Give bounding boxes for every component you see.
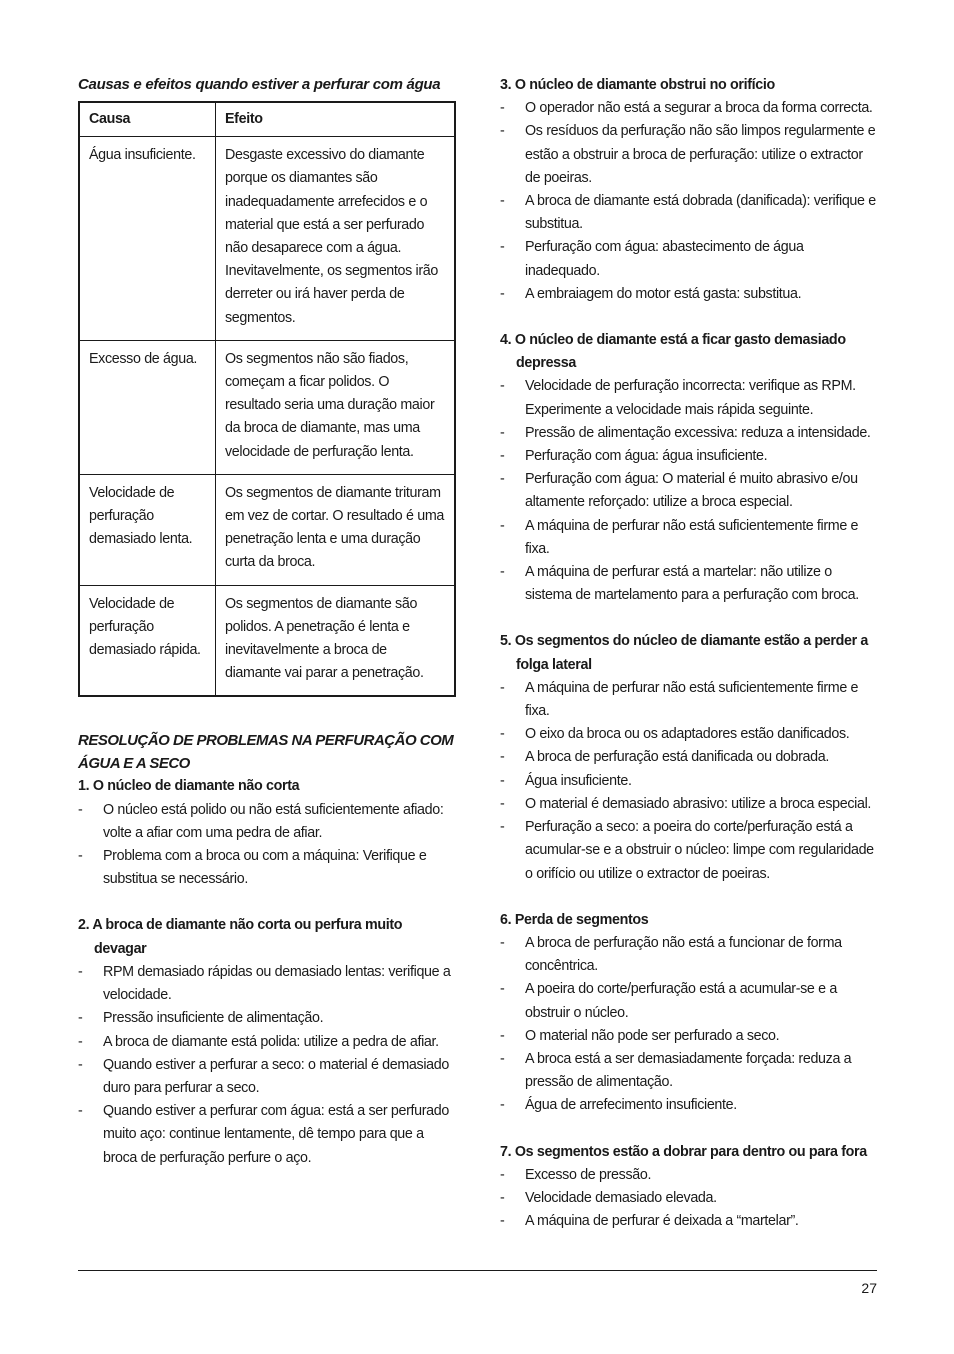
item-text: O núcleo está polido ou não está suficientemente afiado: volte a afiar com uma pedra de afiar. <box>103 801 444 841</box>
item-text: A máquina de perfurar não está suficientemente firme e fixa. <box>525 517 859 557</box>
troubleshooting-title: RESOLUÇÃO DE PROBLEMAS NA PERFURAÇÃO COM ÁGUA E A SECO <box>78 732 454 773</box>
list-item: - Problema com a broca ou com a máquina: Verifique e substitua se necessário. <box>78 848 427 888</box>
list-item: - Velocidade de perfuração incorrecta: verifique as RPM. Experimente a velocidade mais rápida seguinte. <box>500 378 856 418</box>
right-column <box>500 74 880 1233</box>
item-text: Os resíduos da perfuração não são limpos regularmente e estão a obstruir a broca de perfuração: utilize o extractor de poeiras. <box>525 123 876 186</box>
item-list <box>500 932 880 1118</box>
list-item: - Água insuficiente. <box>500 772 632 789</box>
item-text: Água de arrefecimento insuficiente. <box>525 1097 737 1114</box>
item-text: Perfuração com água: água insuficiente. <box>525 448 768 465</box>
list-item: - A embraiagem do motor está gasta: substitua. <box>500 285 802 302</box>
table-row <box>79 137 455 341</box>
cause-cell: Velocidade de perfuração demasiado rápida. <box>79 585 216 696</box>
troubleshooting-section <box>78 914 456 1169</box>
item-text: A máquina de perfurar é deixada a “martelar”. <box>525 1213 799 1230</box>
list-item: - Perfuração com água: O material é muito abrasivo e/ou altamente reforçado: utilize a broca especial. <box>500 471 858 511</box>
item-text: A máquina de perfurar está a martelar: não utilize o sistema de martelamento para a perfuração com broca. <box>525 564 859 604</box>
list-item: - Velocidade demasiado elevada. <box>500 1189 717 1206</box>
list-item: - Pressão de alimentação excessiva: reduza a intensidade. <box>500 424 871 441</box>
list-item: - Perfuração com água: abastecimento de água inadequado. <box>500 239 804 279</box>
column-header-effect: Efeito <box>216 102 456 137</box>
page-number: 27 <box>861 1280 877 1296</box>
list-item: - A máquina de perfurar não está suficientemente firme e fixa. <box>500 679 859 720</box>
list-item: - A broca está a ser demasiadamente forçada: reduza a pressão de alimentação. <box>500 1050 852 1091</box>
effect-cell: Os segmentos de diamante trituram em vez de cortar. O resultado é uma penetração lenta e uma duração curta da broca. <box>216 474 456 585</box>
section-heading: 6. Perda de segmentos <box>500 911 649 928</box>
item-text: O operador não está a segurar a broca da forma correcta. <box>525 100 873 117</box>
item-text: Quando estiver a perfurar com água: está a ser perfurado muito aço: continue lentamente, dê tempo para que a broca de perfuração perfure o aço. <box>103 1103 449 1166</box>
item-text: Pressão insuficiente de alimentação. <box>103 1010 324 1027</box>
section-heading: 5. Os segmentos do núcleo de diamante estão a perder a folga lateral <box>500 633 869 673</box>
section-heading: 2. A broca de diamante não corta ou perfura muito devagar <box>78 917 403 957</box>
list-item: - A broca de diamante está dobrada (danificada): verifique e substitua. <box>500 193 876 233</box>
list-item: - Perfuração com água: água insuficiente. <box>500 448 768 465</box>
list-item: - A máquina de perfurar está a martelar: não utilize o sistema de martelamento para a perfuração com broca. <box>500 564 859 604</box>
table-row <box>79 474 455 585</box>
cause-cell: Excesso de água. <box>79 340 216 474</box>
left-column <box>78 74 456 1170</box>
effect-cell: Os segmentos de diamante são polidos. A penetração é lenta e inevitavelmente a broca de diamante vai parar a penetração. <box>216 585 456 696</box>
item-list <box>500 677 880 886</box>
section-heading: 7. Os segmentos estão a dobrar para dentro ou para fora <box>500 1143 867 1160</box>
table-row <box>79 585 455 696</box>
item-text: Pressão de alimentação excessiva: reduza a intensidade. <box>525 424 871 441</box>
effect-cell: Desgaste excessivo do diamante porque os diamantes são inadequadamente arrefecidos e o material que está a ser perfurado não desaparece com a água. Inevitavelmente, os segmentos irão derreter ou irá haver perda de segmentos. <box>216 137 456 341</box>
section-heading: 4. O núcleo de diamante está a ficar gasto demasiado depressa <box>500 332 846 372</box>
list-item: - A broca de perfuração não está a funcionar de forma concêntrica. <box>500 934 842 975</box>
footer-divider <box>78 1270 877 1271</box>
list-item: - Quando estiver a perfurar com água: está a ser perfurado muito aço: continue lentamente, dê tempo para que a broca de perfuração perfure o aço. <box>78 1103 449 1166</box>
table-header-row <box>79 102 455 137</box>
item-list <box>500 1164 880 1234</box>
cause-cell: Velocidade de perfuração demasiado lenta. <box>79 474 216 585</box>
list-item: - A poeira do corte/perfuração está a acumular-se e a obstruir o núcleo. <box>500 981 837 1021</box>
item-text: O material não pode ser perfurado a seco. <box>525 1027 780 1044</box>
item-text: A broca de diamante está polida: utilize a pedra de afiar. <box>103 1033 439 1050</box>
item-text: Perfuração a seco: a poeira do corte/perfuração está a acumular-se e a obstruir o núcleo: limpe com regularidade o orifício ou utilize o extractor de poeiras. <box>525 819 874 882</box>
cause-cell: Água insuficiente. <box>79 137 216 341</box>
list-item: - Água de arrefecimento insuficiente. <box>500 1097 737 1114</box>
troubleshooting-section <box>500 909 880 1118</box>
item-text: A máquina de perfurar não está suficientemente firme e fixa. <box>525 679 859 720</box>
item-text: Perfuração com água: O material é muito abrasivo e/ou altamente reforçado: utilize a broca especial. <box>525 471 858 511</box>
list-item: - O material é demasiado abrasivo: utilize a broca especial. <box>500 795 872 812</box>
item-text: Quando estiver a perfurar a seco: o material é demasiado duro para perfurar a seco. <box>103 1056 449 1096</box>
list-item: - RPM demasiado rápidas ou demasiado lentas: verifique a velocidade. <box>78 963 451 1004</box>
item-list <box>500 375 880 607</box>
list-item: - A máquina de perfurar não está suficientemente firme e fixa. <box>500 517 859 557</box>
item-text: Excesso de pressão. <box>525 1166 652 1183</box>
item-text: RPM demasiado rápidas ou demasiado lentas: verifique a velocidade. <box>103 963 451 1004</box>
item-list <box>78 799 456 892</box>
item-list <box>500 97 880 306</box>
list-item: - A máquina de perfurar é deixada a “martelar”. <box>500 1213 799 1230</box>
list-item: - O núcleo está polido ou não está suficientemente afiado: volte a afiar com uma pedra de afiar. <box>78 801 444 841</box>
list-item: - Quando estiver a perfurar a seco: o material é demasiado duro para perfurar a seco. <box>78 1056 449 1096</box>
list-item: - A broca de diamante está polida: utilize a pedra de afiar. <box>78 1033 439 1050</box>
item-text: A broca está a ser demasiadamente forçada: reduza a pressão de alimentação. <box>525 1050 852 1091</box>
list-item: - A broca de perfuração está danificada ou dobrada. <box>500 749 829 766</box>
list-item: - O operador não está a segurar a broca da forma correcta. <box>500 100 873 117</box>
troubleshooting-section <box>500 630 880 885</box>
item-text: Velocidade de perfuração incorrecta: verifique as RPM. Experimente a velocidade mais rápida seguinte. <box>525 378 856 418</box>
section-heading: 1. O núcleo de diamante não corta <box>78 778 300 795</box>
item-text: A broca de perfuração não está a funcionar de forma concêntrica. <box>525 934 842 975</box>
table-row <box>79 340 455 474</box>
item-text: Perfuração com água: abastecimento de água inadequado. <box>525 239 804 279</box>
item-text: O eixo da broca ou os adaptadores estão danificados. <box>525 726 850 743</box>
list-item: - Pressão insuficiente de alimentação. <box>78 1010 324 1027</box>
cause-effect-table <box>78 101 456 697</box>
list-item: - O material não pode ser perfurado a seco. <box>500 1027 780 1044</box>
item-text: A broca de diamante está dobrada (danificada): verifique e substitua. <box>525 193 876 233</box>
effect-cell: Os segmentos não são fiados, começam a ficar polidos. O resultado seria uma duração maior da broca de diamante, mas uma velocidade de perfuração lenta. <box>216 340 456 474</box>
troubleshooting-section <box>78 775 456 891</box>
table-title: Causas e efeitos quando estiver a perfurar com água <box>78 76 441 93</box>
item-text: A poeira do corte/perfuração está a acumular-se e a obstruir o núcleo. <box>525 981 837 1021</box>
troubleshooting-section <box>500 74 880 306</box>
troubleshooting-section <box>500 329 880 607</box>
item-text: Água insuficiente. <box>525 772 632 789</box>
item-text: A broca de perfuração está danificada ou dobrada. <box>525 749 829 766</box>
troubleshooting-section <box>500 1141 880 1234</box>
list-item: - Perfuração a seco: a poeira do corte/perfuração está a acumular-se e a obstruir o núcleo: limpe com regularidade o orifício ou utilize o extractor de poeiras. <box>500 819 874 882</box>
item-text: Velocidade demasiado elevada. <box>525 1189 717 1206</box>
section-heading: 3. O núcleo de diamante obstrui no orifício <box>500 77 775 93</box>
list-item: - O eixo da broca ou os adaptadores estão danificados. <box>500 726 850 743</box>
column-header-cause: Causa <box>79 102 216 137</box>
list-item: - Os resíduos da perfuração não são limpos regularmente e estão a obstruir a broca de perfuração: utilize o extractor de poeiras. <box>500 123 876 186</box>
item-text: O material é demasiado abrasivo: utilize a broca especial. <box>525 795 872 812</box>
item-text: A embraiagem do motor está gasta: substitua. <box>525 285 802 302</box>
list-item: - Excesso de pressão. <box>500 1166 652 1183</box>
item-list <box>78 961 456 1170</box>
item-text: Problema com a broca ou com a máquina: Verifique e substitua se necessário. <box>103 848 427 888</box>
